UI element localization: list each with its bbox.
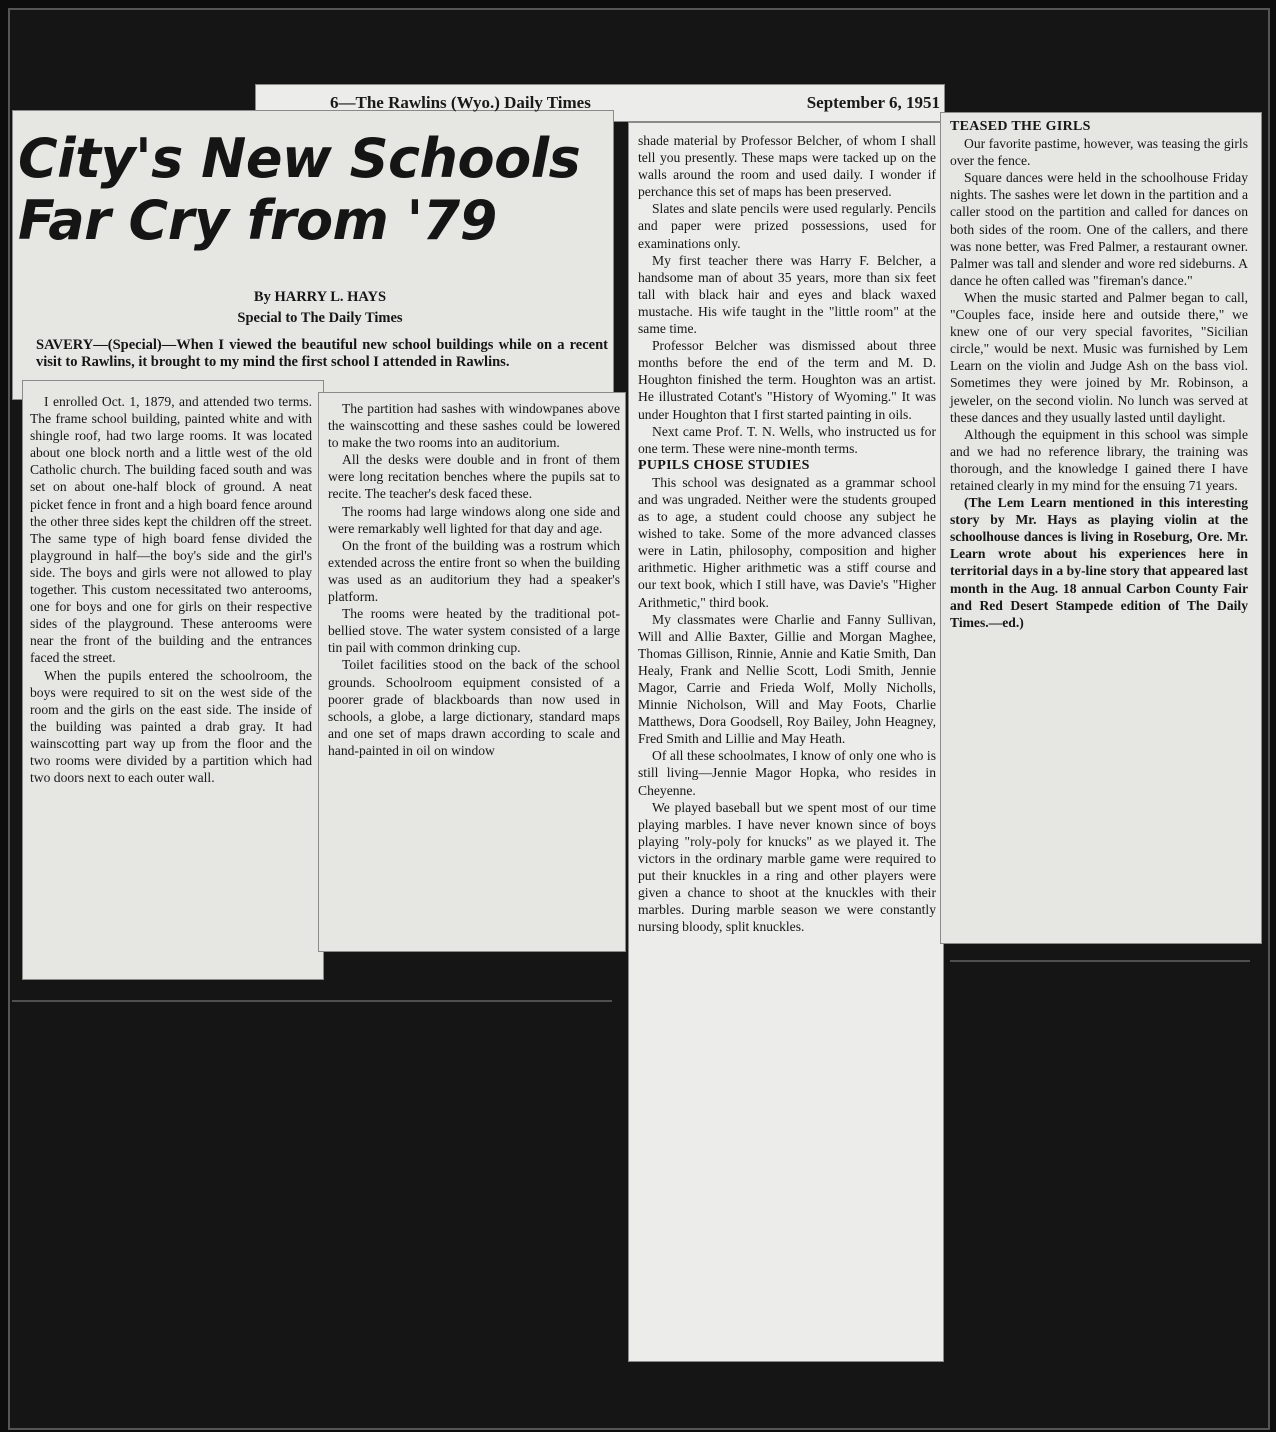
paragraph: My classmates were Charlie and Fanny Sullivan, Will and Allie Baxter, Gillie and Morgan Maghee, Thomas Gillison, Rinnie, Annie and Katie Smith, Dan Healy, Frank and Nellie Scott, Lodi Smith, Jennie Magor, Carrie and Frieda Wolf, Molly Nicholls, Minnie Nicholson, Will and May Foots, Charlie Matthews, Dora Goodsell, Roy Bailey, John Heagney, Fred Smith and Lillie and May Heath.: [638, 611, 936, 747]
plastic-crease: [950, 960, 1250, 962]
article-column-4: [950, 118, 1248, 631]
paragraph: Although the equipment in this school was simple and we had no reference library, the training was thorough, and the knowledge I gained there I have retained clearly in my mind for the ensuing 71 years.: [950, 426, 1248, 493]
paragraph: On the front of the building was a rostrum which extended across the entire front so when the building was used as an auditorium they had a speaker's platform.: [328, 537, 620, 605]
article-lede: SAVERY—(Special)—When I viewed the beautiful new school buildings while on a recent visit to Rawlins, it brought to my mind the first school I attended in Rawlins.: [36, 337, 608, 370]
paragraph: Our favorite pastime, however, was teasing the girls over the fence.: [950, 136, 1248, 169]
masthead-date: September 6, 1951: [806, 93, 940, 112]
paragraph: We played baseball but we spent most of our time playing marbles. I have never known since of boys playing "roly-poly for knucks" as we played it. The victors in the ordinary marble game were required to put their knuckles in a ring and other players were given a chance to shoot at the knuckles with their marbles. During marble season we were constantly nursing bloody, split knuckles.: [638, 799, 936, 935]
paragraph: I enrolled Oct. 1, 1879, and attended two terms. The frame school building, painted white and with shingle roof, had two large rooms. It was located about one block north and a little west of the old Catholic church. The building faced south and was set on about one-half block of ground. A neat picket fence in front and a high board fence around the other three sides kept the children off the street. The same type of high board fense divided the playground in half—the boy's side and the girl's side. The boys and girls were not allowed to play together. This custom necessitated two anterooms, one for boys and one for girls on their respective sides of the playground. These anterooms were near the front of the building and the entrances faced the street.: [30, 394, 312, 666]
paragraph: The rooms had large windows along one side and were remarkably well lighted for that day and age.: [328, 503, 620, 536]
paragraph: Professor Belcher was dismissed about three months before the end of the term and M. D. Houghton finished the term. Houghton was an artist. He illustrated Cotant's "History of Wyoming." It was under Houghton that I first started painting in oils.: [638, 338, 936, 422]
headline-line-1: City's New Schools: [18, 127, 581, 190]
byline-author: By HARRY L. HAYS: [253, 289, 387, 305]
paragraph: The rooms were heated by the traditional pot-bellied stove. The water system consisted of a large tin pail with common drinking cup.: [328, 606, 620, 656]
paragraph: Square dances were held in the schoolhouse Friday nights. The sashes were let down in the partition and a caller stood on the partition and called for dances on both sides of the room. One of the callers, and there was none better, was Fred Palmer, a restaurant owner. Palmer was tall and slender and wore red sideburns. A dance he often called was "fireman's dance.": [950, 170, 1248, 288]
paragraph: When the pupils entered the schoolroom, the boys were required to sit on the west side of the room and the girls on the east side. The inside of the building was painted a drab gray. It had wainscotting part way up from the floor and the two rooms were divided by a partition which had two doors next to each outer wall.: [30, 667, 312, 786]
newspaper-masthead: [330, 90, 940, 116]
plastic-crease: [12, 1000, 612, 1002]
headline: [18, 128, 608, 252]
paragraph: Toilet facilities stood on the back of the school grounds. Schoolroom equipment consisted of a poorer grade of blackboards than now used in schools, a globe, a large dictionary, standard maps and one set of maps drawn according to scale and hand-painted in oil on window: [328, 657, 620, 758]
paragraph: Slates and slate pencils were used regularly. Pencils and paper were prized possessions, used for examinations only.: [638, 201, 936, 251]
article-column-2: [328, 400, 620, 759]
article-column-3: [638, 132, 936, 935]
paragraph: My first teacher there was Harry F. Belcher, a handsome man of about 35 years, more than six feet tall with black hair and eyes and black waxed mustache. His wife taught in the "little room" at the same time.: [638, 252, 936, 337]
subheading: PUPILS CHOSE STUDIES: [638, 457, 810, 473]
paragraph: This school was designated as a grammar school and was ungraded. Neither were the students grouped as to age, a student could choose any subject he wished to take. Some of the more advanced classes were in Latin, philosophy, composition and higher arithmetic. Higher arithmetic was a stiff course and our text book, which I still have, was Davie's "Higher Arithmetic," third book.: [638, 474, 936, 610]
masthead-paper: 6—The Rawlins (Wyo.) Daily Times: [330, 93, 591, 112]
editor-note: (The Lem Learn mentioned in this interesting story by Mr. Hays as playing violin at the schoolhouse dances is living in Roseburg, Ore. Mr. Learn wrote about his experiences here in territorial days in a by-line story that appeared last month in the Aug. 18 annual Carbon County Fair and Red Desert Stampede edition of The Daily Times.—ed.): [950, 495, 1248, 630]
subheading: TEASED THE GIRLS: [950, 119, 1091, 134]
paragraph: Of all these schoolmates, I know of only one who is still living—Jennie Magor Hopka, who resides in Cheyenne.: [638, 748, 936, 798]
paragraph: All the desks were double and in front of them were long recitation benches where the pupils sat to recite. The teacher's desk faced these.: [328, 452, 620, 502]
article-column-1: [30, 393, 312, 786]
paragraph: The partition had sashes with windowpanes above the wainscotting and these sashes could be lowered to make the two rooms into an auditorium.: [328, 401, 620, 451]
paragraph: When the music started and Palmer began to call, "Couples face, inside here and outside there," we knew one of our very special favorites, "Sicilian circle," would be next. Music was furnished by Lem Learn on the violin and Judge Ash on the bass viol. Sometimes they were joined by Mr. Robinson, a jeweler, on the second violin. No lunch was served at these dances and they usually lasted until daylight.: [950, 289, 1248, 425]
byline-credit: Special to The Daily Times: [237, 310, 403, 326]
headline-line-2: Far Cry from '79: [18, 189, 497, 252]
paragraph: Next came Prof. T. N. Wells, who instructed us for one term. These were nine-month terms.: [638, 423, 936, 456]
byline: [120, 287, 520, 329]
paragraph: shade material by Professor Belcher, of whom I shall tell you presently. These maps were tacked up on the walls around the room and used daily. I wonder if perchance this set of maps has been preserved.: [638, 133, 936, 200]
